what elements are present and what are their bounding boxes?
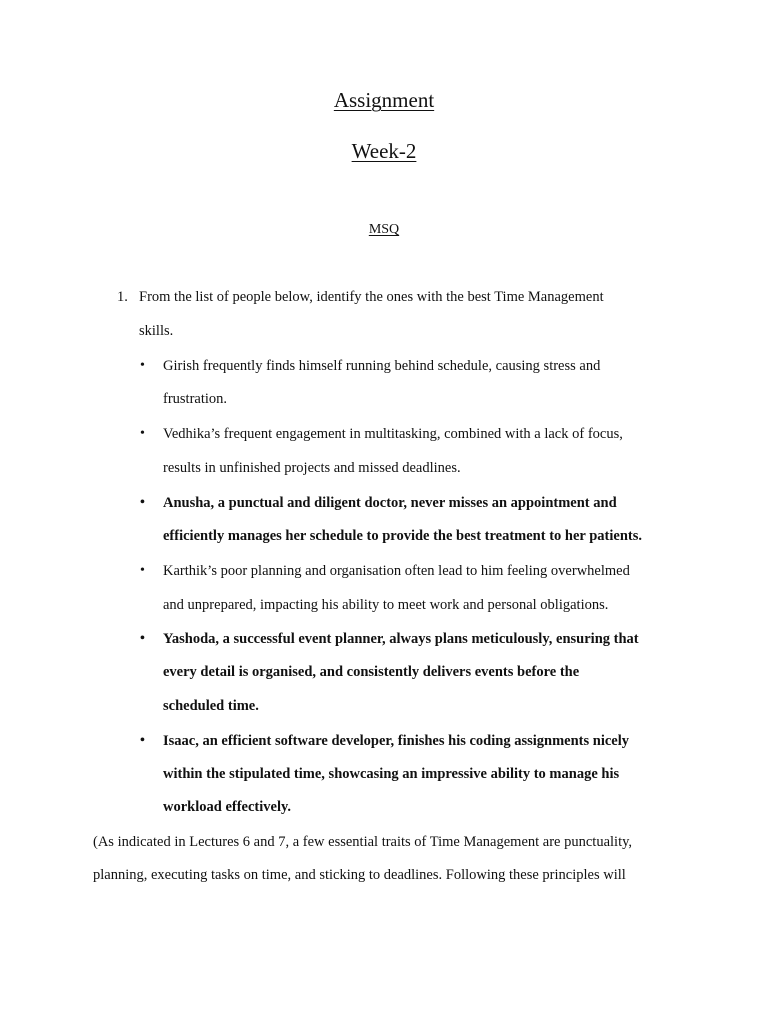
option-bullet: • xyxy=(140,358,145,373)
explanation-line-1: (As indicated in Lectures 6 and 7, a few essential traits of Time Management are punctuality, xyxy=(93,834,633,850)
question-text-line-1: From the list of people below, identify the ones with the best Time Management xyxy=(139,289,604,305)
question-text-line-2: skills. xyxy=(139,323,174,339)
section-heading: MSQ xyxy=(368,222,400,237)
option-bullet: • xyxy=(140,563,145,578)
option-6-line-2: within the stipulated time, showcasing an impressive ability to manage his xyxy=(163,766,620,782)
option-5-line-1: Yashoda, a successful event planner, always plans meticulously, ensuring that xyxy=(163,631,639,647)
option-1-line-1: Girish frequently finds himself running behind schedule, causing stress and xyxy=(163,358,601,374)
option-3-line-2: efficiently manages her schedule to provide the best treatment to her patients. xyxy=(163,528,642,544)
option-6-line-3: workload effectively. xyxy=(163,799,292,815)
option-4-line-2: and unprepared, impacting his ability to meet work and personal obligations. xyxy=(163,597,609,613)
option-bullet: • xyxy=(140,733,145,748)
option-2-line-2: results in unfinished projects and missed deadlines. xyxy=(163,460,461,476)
option-2-line-1: Vedhika’s frequent engagement in multitasking, combined with a lack of focus, xyxy=(163,426,623,442)
document-title: Assignment xyxy=(333,88,435,112)
option-bullet: • xyxy=(140,495,145,510)
option-5-line-3: scheduled time. xyxy=(163,698,259,714)
document-subtitle: Week-2 xyxy=(351,139,417,163)
option-1-line-2: frustration. xyxy=(163,391,228,407)
option-5-line-2: every detail is organised, and consistently delivers events before the xyxy=(163,664,580,680)
option-bullet: • xyxy=(140,631,145,646)
option-6-line-1: Isaac, an efficient software developer, finishes his coding assignments nicely xyxy=(163,733,630,749)
option-4-line-1: Karthik’s poor planning and organisation often lead to him feeling overwhelmed xyxy=(163,563,630,579)
option-3-line-1: Anusha, a punctual and diligent doctor, never misses an appointment and xyxy=(163,495,617,511)
option-bullet: • xyxy=(140,426,145,441)
explanation-line-2: planning, executing tasks on time, and sticking to deadlines. Following these principles will xyxy=(93,867,626,883)
question-number: 1. xyxy=(117,289,128,305)
